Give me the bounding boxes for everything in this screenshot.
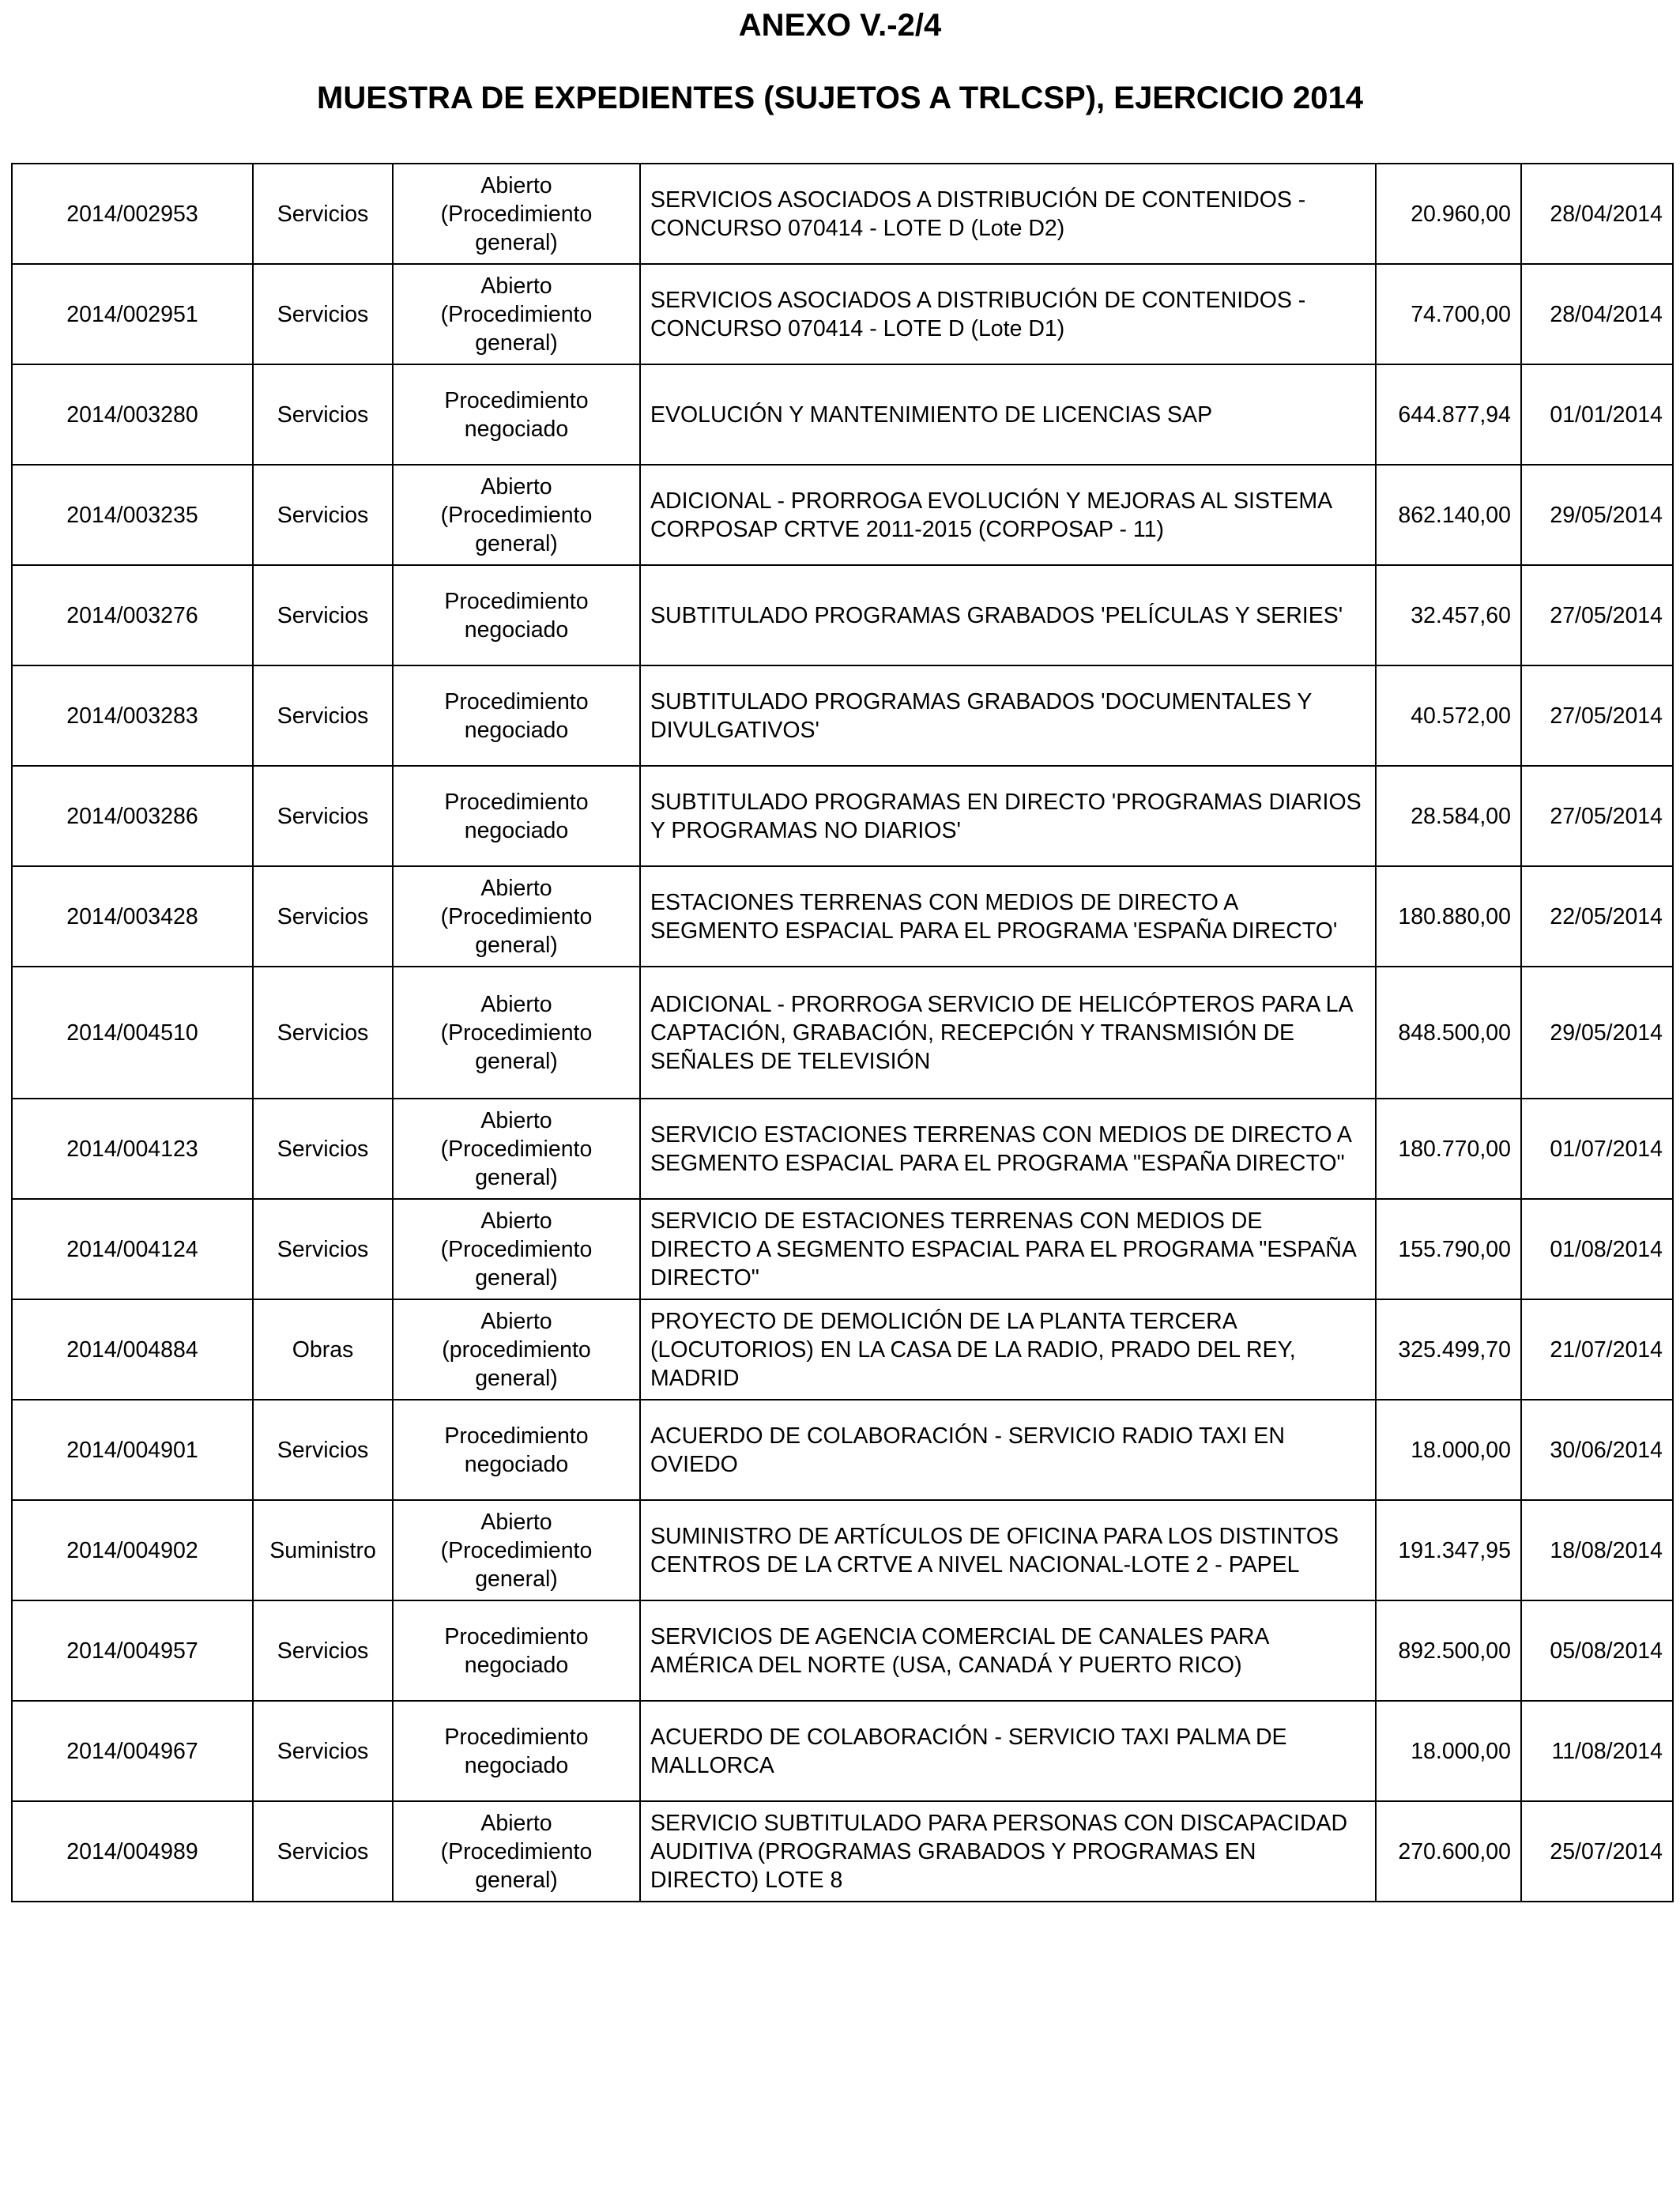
contract-type-cell: Servicios [253, 1400, 393, 1500]
procedure-cell: Procedimiento negociado [393, 1701, 640, 1801]
expediente-id-cell: 2014/003283 [12, 665, 253, 766]
amount-cell: 862.140,00 [1376, 465, 1521, 565]
description-cell: SUBTITULADO PROGRAMAS GRABADOS 'DOCUMENTALES Y DIVULGATIVOS' [640, 665, 1376, 766]
amount-cell: 18.000,00 [1376, 1701, 1521, 1801]
date-cell: 29/05/2014 [1521, 967, 1673, 1099]
procedure-cell: Procedimiento negociado [393, 766, 640, 866]
procedure-cell: Abierto (Procedimiento general) [393, 164, 640, 264]
date-cell: 28/04/2014 [1521, 264, 1673, 364]
contract-type-cell: Servicios [253, 164, 393, 264]
table-row [12, 1199, 1673, 1299]
contract-type-cell: Servicios [253, 665, 393, 766]
expediente-id-cell: 2014/004957 [12, 1600, 253, 1701]
table-row [12, 1801, 1673, 1902]
expedientes-table [11, 163, 1674, 1902]
table-row [12, 967, 1673, 1099]
date-cell: 01/08/2014 [1521, 1199, 1673, 1299]
expediente-id-cell: 2014/003235 [12, 465, 253, 565]
description-cell: SERVICIOS ASOCIADOS A DISTRIBUCIÓN DE CONTENIDOS - CONCURSO 070414 - LOTE D (Lote D1) [640, 264, 1376, 364]
expediente-id-cell: 2014/003280 [12, 364, 253, 465]
date-cell: 21/07/2014 [1521, 1299, 1673, 1400]
expediente-id-cell: 2014/003428 [12, 866, 253, 967]
expediente-id-cell: 2014/003276 [12, 565, 253, 665]
procedure-cell: Procedimiento negociado [393, 364, 640, 465]
contract-type-cell: Servicios [253, 1801, 393, 1902]
description-cell: SERVICIOS DE AGENCIA COMERCIAL DE CANALES PARA AMÉRICA DEL NORTE (USA, CANADÁ Y PUERTO RICO) [640, 1600, 1376, 1701]
expediente-id-cell: 2014/004989 [12, 1801, 253, 1902]
procedure-cell: Procedimiento negociado [393, 665, 640, 766]
amount-cell: 191.347,95 [1376, 1500, 1521, 1600]
amount-cell: 155.790,00 [1376, 1199, 1521, 1299]
contract-type-cell: Servicios [253, 766, 393, 866]
amount-cell: 180.770,00 [1376, 1099, 1521, 1199]
table-row [12, 1299, 1673, 1400]
expediente-id-cell: 2014/004884 [12, 1299, 253, 1400]
procedure-cell: Abierto (Procedimiento general) [393, 264, 640, 364]
expediente-id-cell: 2014/004902 [12, 1500, 253, 1600]
description-cell: SUBTITULADO PROGRAMAS GRABADOS 'PELÍCULAS Y SERIES' [640, 565, 1376, 665]
expediente-id-cell: 2014/002953 [12, 164, 253, 264]
description-cell: SERVICIOS ASOCIADOS A DISTRIBUCIÓN DE CONTENIDOS - CONCURSO 070414 - LOTE D (Lote D2) [640, 164, 1376, 264]
contract-type-cell: Obras [253, 1299, 393, 1400]
amount-cell: 32.457,60 [1376, 565, 1521, 665]
amount-cell: 18.000,00 [1376, 1400, 1521, 1500]
expedientes-table-body [12, 164, 1673, 1902]
table-row [12, 1701, 1673, 1801]
procedure-cell: Abierto (Procedimiento general) [393, 1199, 640, 1299]
procedure-cell: Abierto (Procedimiento general) [393, 967, 640, 1099]
contract-type-cell: Servicios [253, 1600, 393, 1701]
table-row [12, 766, 1673, 866]
date-cell: 01/07/2014 [1521, 1099, 1673, 1199]
amount-cell: 848.500,00 [1376, 967, 1521, 1099]
amount-cell: 28.584,00 [1376, 766, 1521, 866]
description-cell: SERVICIO ESTACIONES TERRENAS CON MEDIOS DE DIRECTO A SEGMENTO ESPACIAL PARA EL PROGRAMA "ESPAÑA DIRECTO" [640, 1099, 1376, 1199]
table-row [12, 364, 1673, 465]
table-row [12, 1600, 1673, 1701]
date-cell: 25/07/2014 [1521, 1801, 1673, 1902]
date-cell: 01/01/2014 [1521, 364, 1673, 465]
expediente-id-cell: 2014/002951 [12, 264, 253, 364]
expediente-id-cell: 2014/004124 [12, 1199, 253, 1299]
amount-cell: 270.600,00 [1376, 1801, 1521, 1902]
date-cell: 11/08/2014 [1521, 1701, 1673, 1801]
date-cell: 22/05/2014 [1521, 866, 1673, 967]
contract-type-cell: Servicios [253, 967, 393, 1099]
table-row [12, 665, 1673, 766]
date-cell: 18/08/2014 [1521, 1500, 1673, 1600]
amount-cell: 40.572,00 [1376, 665, 1521, 766]
date-cell: 29/05/2014 [1521, 465, 1673, 565]
description-cell: ESTACIONES TERRENAS CON MEDIOS DE DIRECTO A SEGMENTO ESPACIAL PARA EL PROGRAMA 'ESPAÑA DIRECTO' [640, 866, 1376, 967]
description-cell: ADICIONAL - PRORROGA SERVICIO DE HELICÓPTEROS PARA LA CAPTACIÓN, GRABACIÓN, RECEPCIÓN Y TRANSMISIÓN DE SEÑALES DE TELEVISIÓN [640, 967, 1376, 1099]
procedure-cell: Procedimiento negociado [393, 565, 640, 665]
table-row [12, 1099, 1673, 1199]
description-cell: SERVICIO SUBTITULADO PARA PERSONAS CON DISCAPACIDAD AUDITIVA (PROGRAMAS GRABADOS Y PROGRAMAS EN DIRECTO) LOTE 8 [640, 1801, 1376, 1902]
description-cell: ADICIONAL - PRORROGA EVOLUCIÓN Y MEJORAS AL SISTEMA CORPOSAP CRTVE 2011-2015 (CORPOSAP - 11) [640, 465, 1376, 565]
amount-cell: 74.700,00 [1376, 264, 1521, 364]
description-cell: ACUERDO DE COLABORACIÓN - SERVICIO TAXI PALMA DE MALLORCA [640, 1701, 1376, 1801]
table-row [12, 565, 1673, 665]
table-row [12, 164, 1673, 264]
date-cell: 27/05/2014 [1521, 565, 1673, 665]
table-row [12, 1500, 1673, 1600]
table-row [12, 465, 1673, 565]
description-cell: SUMINISTRO DE ARTÍCULOS DE OFICINA PARA LOS DISTINTOS CENTROS DE LA CRTVE A NIVEL NACIONAL-LOTE 2 - PAPEL [640, 1500, 1376, 1600]
table-row [12, 264, 1673, 364]
contract-type-cell: Servicios [253, 264, 393, 364]
contract-type-cell: Servicios [253, 364, 393, 465]
amount-cell: 644.877,94 [1376, 364, 1521, 465]
description-cell: SUBTITULADO PROGRAMAS EN DIRECTO 'PROGRAMAS DIARIOS Y PROGRAMAS NO DIARIOS' [640, 766, 1376, 866]
procedure-cell: Procedimiento negociado [393, 1400, 640, 1500]
contract-type-cell: Servicios [253, 866, 393, 967]
procedure-cell: Abierto (Procedimiento general) [393, 866, 640, 967]
description-cell: SERVICIO DE ESTACIONES TERRENAS CON MEDIOS DE DIRECTO A SEGMENTO ESPACIAL PARA EL PROGRAMA "ESPAÑA DIRECTO" [640, 1199, 1376, 1299]
procedure-cell: Abierto (procedimiento general) [393, 1299, 640, 1400]
table-row [12, 866, 1673, 967]
contract-type-cell: Servicios [253, 565, 393, 665]
description-cell: ACUERDO DE COLABORACIÓN - SERVICIO RADIO TAXI EN OVIEDO [640, 1400, 1376, 1500]
contract-type-cell: Servicios [253, 1199, 393, 1299]
amount-cell: 325.499,70 [1376, 1299, 1521, 1400]
date-cell: 05/08/2014 [1521, 1600, 1673, 1701]
procedure-cell: Abierto (Procedimiento general) [393, 1099, 640, 1199]
table-row [12, 1400, 1673, 1500]
amount-cell: 180.880,00 [1376, 866, 1521, 967]
date-cell: 30/06/2014 [1521, 1400, 1673, 1500]
page-title: ANEXO V.-2/4 [738, 8, 942, 43]
expediente-id-cell: 2014/004123 [12, 1099, 253, 1199]
description-cell: PROYECTO DE DEMOLICIÓN DE LA PLANTA TERCERA (LOCUTORIOS) EN LA CASA DE LA RADIO, PRADO DEL REY, MADRID [640, 1299, 1376, 1400]
contract-type-cell: Servicios [253, 1099, 393, 1199]
procedure-cell: Abierto (Procedimiento general) [393, 1801, 640, 1902]
expediente-id-cell: 2014/004901 [12, 1400, 253, 1500]
date-cell: 27/05/2014 [1521, 766, 1673, 866]
amount-cell: 892.500,00 [1376, 1600, 1521, 1701]
contract-type-cell: Servicios [253, 1701, 393, 1801]
date-cell: 27/05/2014 [1521, 665, 1673, 766]
expediente-id-cell: 2014/004510 [12, 967, 253, 1099]
page-subtitle: MUESTRA DE EXPEDIENTES (SUJETOS A TRLCSP), EJERCICIO 2014 [317, 81, 1363, 115]
date-cell: 28/04/2014 [1521, 164, 1673, 264]
procedure-cell: Abierto (Procedimiento general) [393, 1500, 640, 1600]
description-cell: EVOLUCIÓN Y MANTENIMIENTO DE LICENCIAS SAP [640, 364, 1376, 465]
amount-cell: 20.960,00 [1376, 164, 1521, 264]
contract-type-cell: Suministro [253, 1500, 393, 1600]
expediente-id-cell: 2014/003286 [12, 766, 253, 866]
contract-type-cell: Servicios [253, 465, 393, 565]
expediente-id-cell: 2014/004967 [12, 1701, 253, 1801]
procedure-cell: Procedimiento negociado [393, 1600, 640, 1701]
procedure-cell: Abierto (Procedimiento general) [393, 465, 640, 565]
